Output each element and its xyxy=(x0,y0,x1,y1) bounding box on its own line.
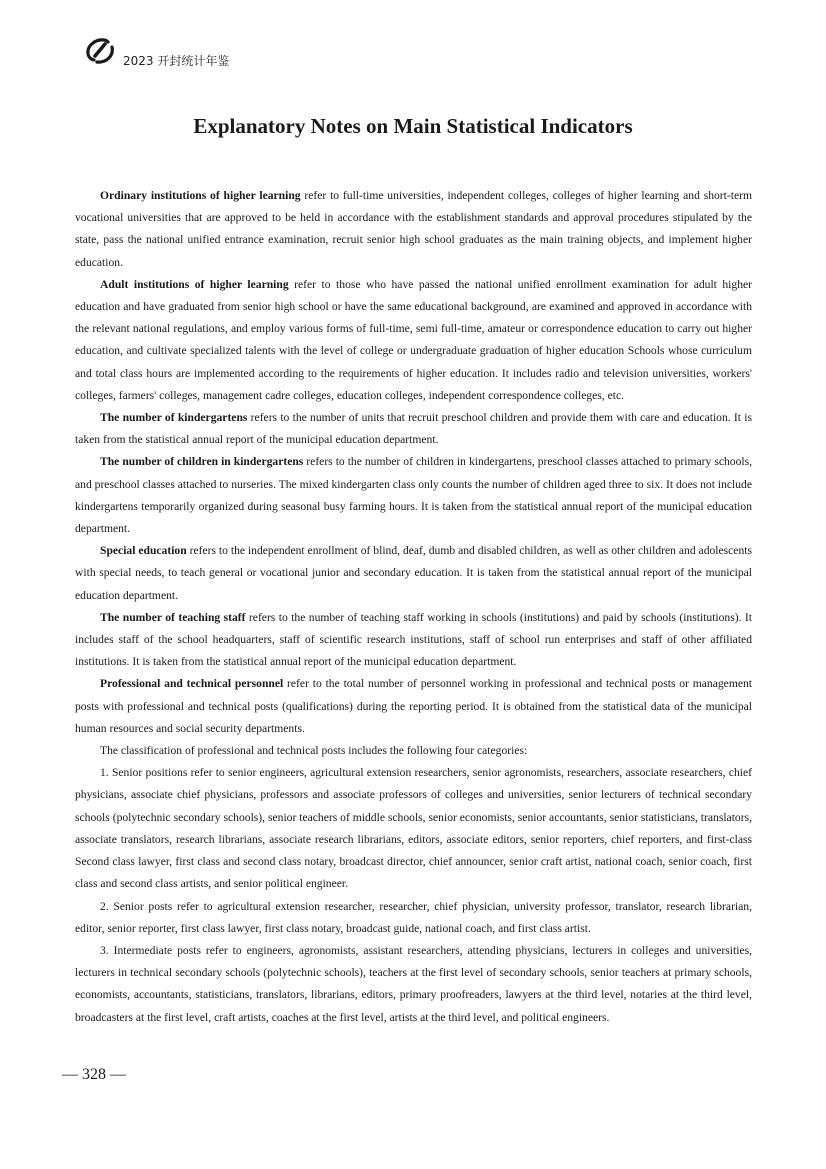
page-title: Explanatory Notes on Main Statistical Indicators xyxy=(193,114,633,138)
paragraph-text: refer to the total number of personnel working in professional and technical posts or management posts with professional and technical posts (qualifications) during the reporting period. It is obtained from the statistical data of the municipal human resources and social security departments. xyxy=(75,677,752,735)
paragraph xyxy=(75,451,752,540)
paragraph-term: The number of children in kindergartens xyxy=(100,455,304,469)
paragraph-text: refer to full-time universities, independent colleges, colleges of higher learning and short-term vocational universities that are approved to be held in accordance with the establishment standards and approval procedures stipulated by the state, pass the national unified entrance examination, recruit senior high school graduates as the main training objects, and implement higher education. xyxy=(75,189,752,269)
paragraph xyxy=(75,407,752,451)
paragraph xyxy=(75,540,752,607)
paragraph-text: 1. Senior positions refer to senior engineers, agricultural extension researchers, senior agronomists, researchers, associate researchers, chief physicians, associate chief physicians, professors and associate professors of colleges and universities, senior lecturers of technical secondary schools (polytechnic secondary schools), senior teachers of middle schools, senior economists, senior accountants, senior statisticians, translators, associate translators, research librarians, associate research librarians, editors, associate editors, senior reporters, chief reporters, and first-class Second class lawyer, first class and second class notary, broadcast director, chief announcer, senior craft artist, national coach, senior coach, first class and second class artists, and senior political engineer. xyxy=(75,766,752,891)
header-text: 2023 开封统计年鉴 xyxy=(123,54,230,68)
paragraph-term: Special education xyxy=(100,544,187,558)
paragraph-text: refers to the number of children in kindergartens, preschool classes attached to primary schools, and preschool classes attached to nurseries. The mixed kindergarten class only counts the number of children aged three to six. It does not include kindergartens temporarily organized during seasonal busy farming hours. It is taken from the statistical annual report of the municipal education department. xyxy=(75,455,752,536)
paragraph-text: The classification of professional and technical posts includes the following four categories: xyxy=(100,744,528,758)
paragraph xyxy=(75,740,752,762)
paragraph xyxy=(75,607,752,674)
paragraph-text: 3. Intermediate posts refer to engineers, agronomists, assistant researchers, attending physicians, lecturers in colleges and universities, lecturers in technical secondary schools (polytechnic schools), teachers at the first level of secondary schools, senior teachers at primary schools, economists, accountants, statisticians, translators, librarians, editors, primary proofreaders, lawyers at the third level, notaries at the third level, broadcasters at the first level, craft artists, coaches at the first level, artists at the third level, and political engineers. xyxy=(75,943,752,1024)
paragraph-term: The number of kindergartens xyxy=(100,411,248,425)
paragraph xyxy=(75,274,752,407)
paragraph-text: refers to the number of units that recruit preschool children and provide them with care and education. It is taken from the statistical annual report of the municipal education department. xyxy=(75,411,752,447)
paragraph xyxy=(75,940,752,1029)
paragraph-text: refers to the number of teaching staff working in schools (institutions) and paid by schools (institutions). It includes staff of the school headquarters, staff of scientific research institutions, staff of school run enterprises and staff of other affiliated institutions. It is taken from the statistical annual report of the municipal education department. xyxy=(75,610,752,669)
yearbook-logo-icon xyxy=(84,36,116,66)
paragraph-text: refer to those who have passed the national unified enrollment examination for adult higher education and have graduated from senior high school or have the same educational background, are examined and approved in accordance with the relevant national regulations, and employ various forms of full-time, semi full-time, amateur or correspondence education to carry out higher education, and cultivate specialized talents with the level of college or undergraduate graduation of higher education Schools whose curriculum and total class hours are implemented according to the requirements of higher education. It includes radio and television universities, workers' colleges, farmers' colleges, management cadre colleges, education colleges, independent correspondence colleges, etc. xyxy=(75,277,753,402)
paragraph-text: 2. Senior posts refer to agricultural extension researcher, researcher, chief physician, university professor, translator, research librarian, editor, senior reporter, first class lawyer, first class notary, broadcast guide, national coach, and first class artist. xyxy=(75,899,752,935)
paragraph-term: The number of teaching staff xyxy=(100,610,246,624)
page-number: — 328 — xyxy=(62,1066,126,1083)
paragraph xyxy=(75,896,752,940)
paragraph-term: Ordinary institutions of higher learning xyxy=(100,189,301,202)
paragraph-term: Adult institutions of higher learning xyxy=(100,277,289,291)
body-text xyxy=(75,185,752,1029)
paragraph xyxy=(75,185,752,274)
paragraph-term: Professional and technical personnel xyxy=(100,677,284,691)
paragraph xyxy=(75,762,752,895)
paragraph xyxy=(75,673,752,740)
paragraph-text: refers to the independent enrollment of blind, deaf, dumb and disabled children, as well as other children and adolescents with special needs, to teach general or vocational junior and secondary education. It is taken from the statistical annual report of the municipal education department. xyxy=(75,544,752,602)
